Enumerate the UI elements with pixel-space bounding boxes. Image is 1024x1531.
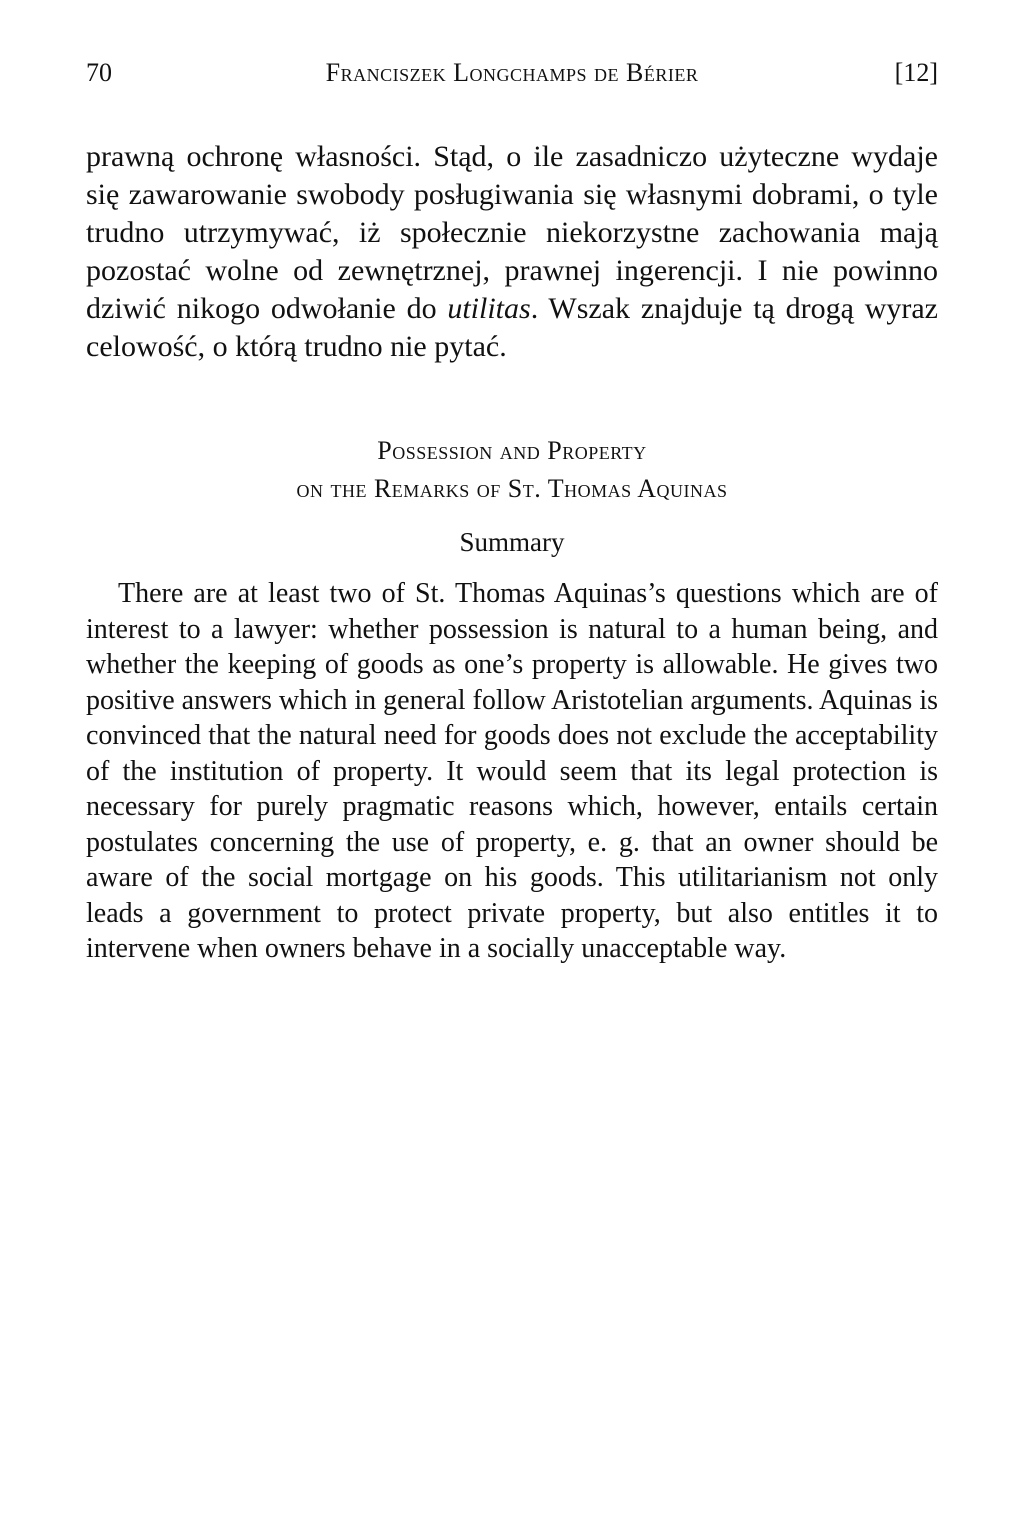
summary-paragraph: There are at least two of St. Thomas Aquinas’s questions which are of interest to a lawyer: whether possession is natural to a human being, and whether the keeping of goods as one’s property is allowable. He gives two positive answers which in general follow Aristotelian arguments. Aquinas is convinced that the natural need for goods does not exclude the acceptability of the institution of property. It would seem that its legal protection is necessary for purely pragmatic reasons which, however, entails certain postulates concerning the use of property, e. g. that an owner should be aware of the social mortgage on his goods. This utilitarianism not only leads a government to protect private property, but also entitles it to intervene when owners behave in a socially unacceptable way. [86,578,938,964]
running-author-name: Franciszek Longchamps de Bérier [325,58,699,87]
summary-title-line-1: Possession and Property [377,436,647,465]
polish-body-paragraph [86,138,938,366]
summary-title-line-2: on the Remarks of St. Thomas Aquinas [296,474,728,503]
document-page [86,0,938,1531]
running-header [86,56,938,90]
page-number: 70 [86,58,112,87]
paragraph-text: prawną ochronę własności. Stąd, o ile zasadniczo użyteczne wydaje się zawarowanie swobody posługiwania się własnymi dobrami, o tyle trudno utrzymywać, iż społecznie niekorzystne zachowania mają pozostać wolne od zewnętrznej, prawnej ingerencji. I nie powinno dziwić nikogo odwołanie do [86,140,938,325]
paragraph-text-end: . Wszak znajduje tą drogą wyraz celowość, o którą trudno nie pytać. [86,292,938,363]
summary-heading [86,432,938,508]
section-number: [12] [894,58,938,87]
summary-label: Summary [459,527,565,557]
italic-term: utilitas [447,292,531,325]
